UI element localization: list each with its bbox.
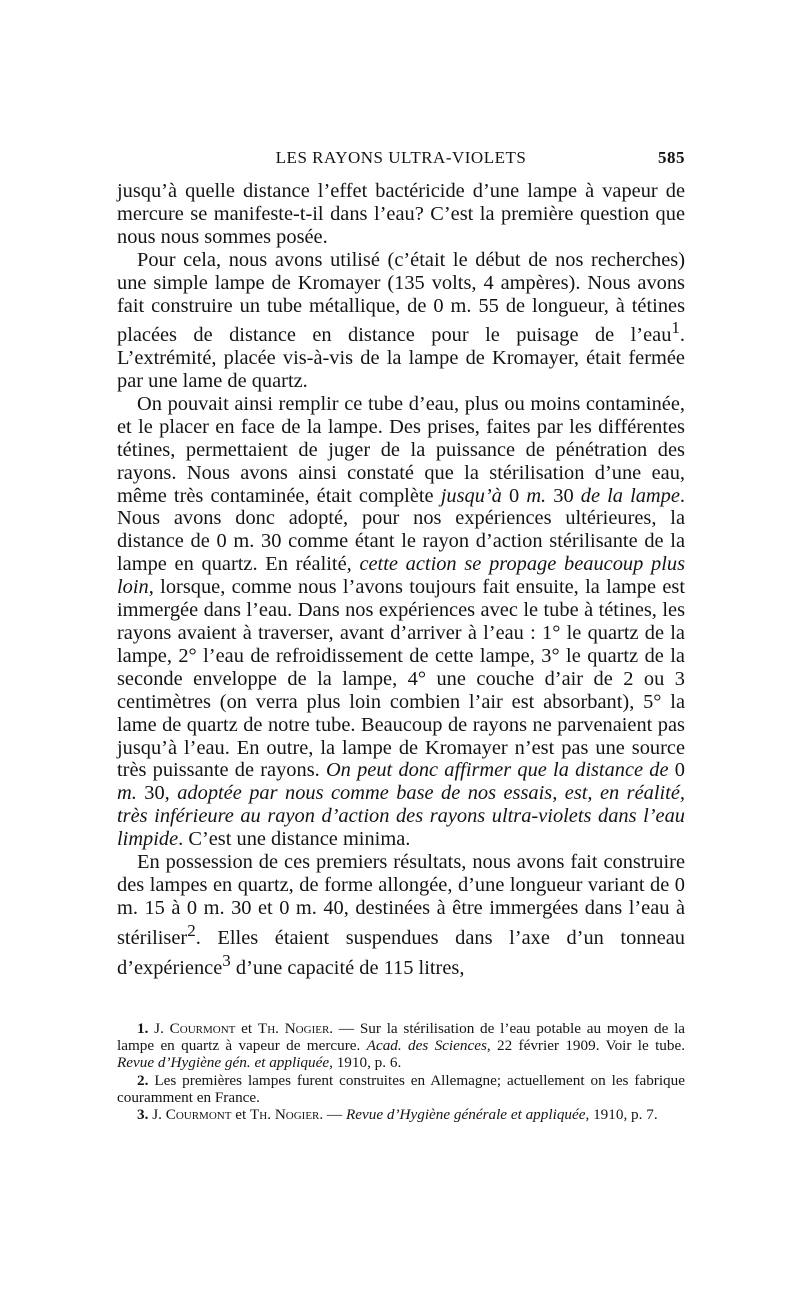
paragraph-3-text-c: 30 xyxy=(546,484,581,507)
paragraph-4 xyxy=(117,851,685,979)
footnote-2-text: Les premières lampes furent construites en Allemagne; actuellement on les fabrique couramment en France. xyxy=(117,1071,685,1106)
footnote-ref-2: 2 xyxy=(187,920,196,940)
running-header xyxy=(117,148,685,174)
paragraph-3-text-g: 30, xyxy=(136,782,178,805)
footnotes xyxy=(117,1020,685,1123)
paragraph-4-text-c: d’une capacité de 115 litres, xyxy=(230,956,465,979)
footnote-2-number: 2. xyxy=(137,1071,149,1089)
running-title: LES RAYONS ULTRA-VIOLETS xyxy=(275,148,527,167)
paragraph-2-text-b: . L’extrémité, placée vis-à-vis de la lampe de Kromayer, était fermée par une lame de quartz. xyxy=(117,324,685,393)
footnote-1-italic-2: Revue d’Hygiène gén. et appliquée xyxy=(117,1054,330,1072)
paragraph-1-text: jusqu’à quelle distance l’effet bactéricide d’une lampe à vapeur de mercure se manifeste-t-il dans l’eau? C’est la première question que nous nous sommes posée. xyxy=(117,180,685,248)
footnote-ref-3: 3 xyxy=(222,950,231,970)
footnote-1-author-2: Th. Nogier xyxy=(257,1020,330,1037)
paragraph-3-text-a: On pouvait ainsi remplir ce tube d’eau, plus ou moins contaminée, et le placer en face de la lampe. Des prises, faites par les différentes tétines, permettaient de juger de la puissance de pénétration des rayons. Nous avons ainsi constaté que la stérilisation d’une eau, même très contaminée, était complète xyxy=(117,392,685,507)
paragraph-3-text-f: 0 xyxy=(668,759,685,782)
main-text xyxy=(117,180,685,979)
paragraph-4-text-a: En possession de ces premiers résultats, nous avons fait construire des lampes en quartz, de forme allongée, d’une longueur variant de 0 m. 15 à 0 m. 30 et 0 m. 40, destinées à être immergées dans l’eau à stériliser xyxy=(117,851,685,949)
footnote-1 xyxy=(117,1020,685,1072)
page-number: 585 xyxy=(658,148,685,167)
footnote-3-number: 3. xyxy=(137,1106,149,1124)
footnote-1-author-1: J. Courmont xyxy=(154,1020,236,1037)
paragraph-3-italic-7: adoptée par nous comme base de nos essais, est, en réalité, très inférieure au rayon d’action des rayons ultra-violets dans l’eau limpide xyxy=(117,782,685,851)
footnote-3-author-2: Th. Nogier xyxy=(250,1106,320,1124)
paragraph-3-text-h: . C’est une distance minima. xyxy=(178,828,411,851)
footnote-3 xyxy=(117,1106,685,1123)
paragraph-3-text-e: , lorsque, comme nous l’avons toujours fait ensuite, la lampe est immergée dans l’eau. Dans nos expériences avec le tube à tétines, les rayons avaient à traverser, avant d’arriver à l’eau : 1° le quartz de la lampe, 2° l’eau de refroidissement de cette lampe, 3° le quartz de la seconde enveloppe de la lampe, 4° une couche d’air de 2 ou 3 centimètres (on verra plus loin combien l’air est absorbant), 5° la lame de quartz de notre tube. Beaucoup de rayons ne parvenaient pas jusqu’à l’eau. En outre, la lampe de Kromayer n’est pas une source très puissante de rayons. xyxy=(117,576,685,782)
paragraph-3-italic-1: jusqu’à xyxy=(440,484,502,507)
paragraph-2 xyxy=(117,249,685,393)
paragraph-2-text-a: Pour cela, nous avons utilisé (c’était le début de nos recherches) une simple lampe de Kromayer (135 volts, 4 ampères). Nous avons fait construire un tube métallique, de 0 m. 55 de longueur, à tétines placées de distance en distance pour le puisage de l’eau xyxy=(117,248,685,347)
paragraph-3-text-b: 0 xyxy=(501,484,527,507)
footnote-3-italic-1: Revue d’Hygiène générale et appliquée xyxy=(345,1106,586,1124)
footnote-1-italic-1: Acad. des Sciences xyxy=(366,1037,487,1055)
paragraph-3-italic-5: On peut donc affirmer que la distance de xyxy=(325,759,669,782)
paragraph-4-text-b: . Elles étaient suspendues dans l’axe d’un tonneau d’expérience xyxy=(117,926,685,979)
footnote-ref-1: 1 xyxy=(671,318,680,338)
footnote-1-text-a: . — Sur la stérilisation de l’eau potable au moyen de la lampe en quartz à vapeur de mercure. xyxy=(117,1020,686,1055)
footnote-3-text-a: . — xyxy=(319,1106,346,1124)
footnote-1-text-b: , 22 février 1909. Voir le tube. xyxy=(486,1037,686,1055)
paragraph-3-text-d: . Nous avons donc adopté, pour nos expériences ultérieures, la distance de 0 m. 30 comme étant le rayon d’action stérilisante de la lampe en quartz. En réalité, xyxy=(117,484,686,576)
footnote-3-et: et xyxy=(231,1106,250,1124)
paragraph-3-italic-4: cette action se propage beaucoup plus loin xyxy=(117,553,685,599)
footnote-1-number: 1. xyxy=(137,1020,149,1037)
footnote-3-author-1: J. Courmont xyxy=(152,1106,232,1124)
footnote-1-text-c: , 1910, p. 6. xyxy=(329,1054,402,1072)
paragraph-3-italic-2: m. xyxy=(526,484,547,507)
footnote-2 xyxy=(117,1072,685,1106)
paragraph-1 xyxy=(117,180,685,249)
footnote-3-text-b: , 1910, p. 7. xyxy=(585,1106,658,1124)
footnote-1-et: et xyxy=(235,1020,258,1037)
paragraph-3-italic-6: m. xyxy=(117,782,137,805)
paragraph-3 xyxy=(117,393,685,851)
paragraph-3-italic-3: de la lampe xyxy=(580,484,680,507)
